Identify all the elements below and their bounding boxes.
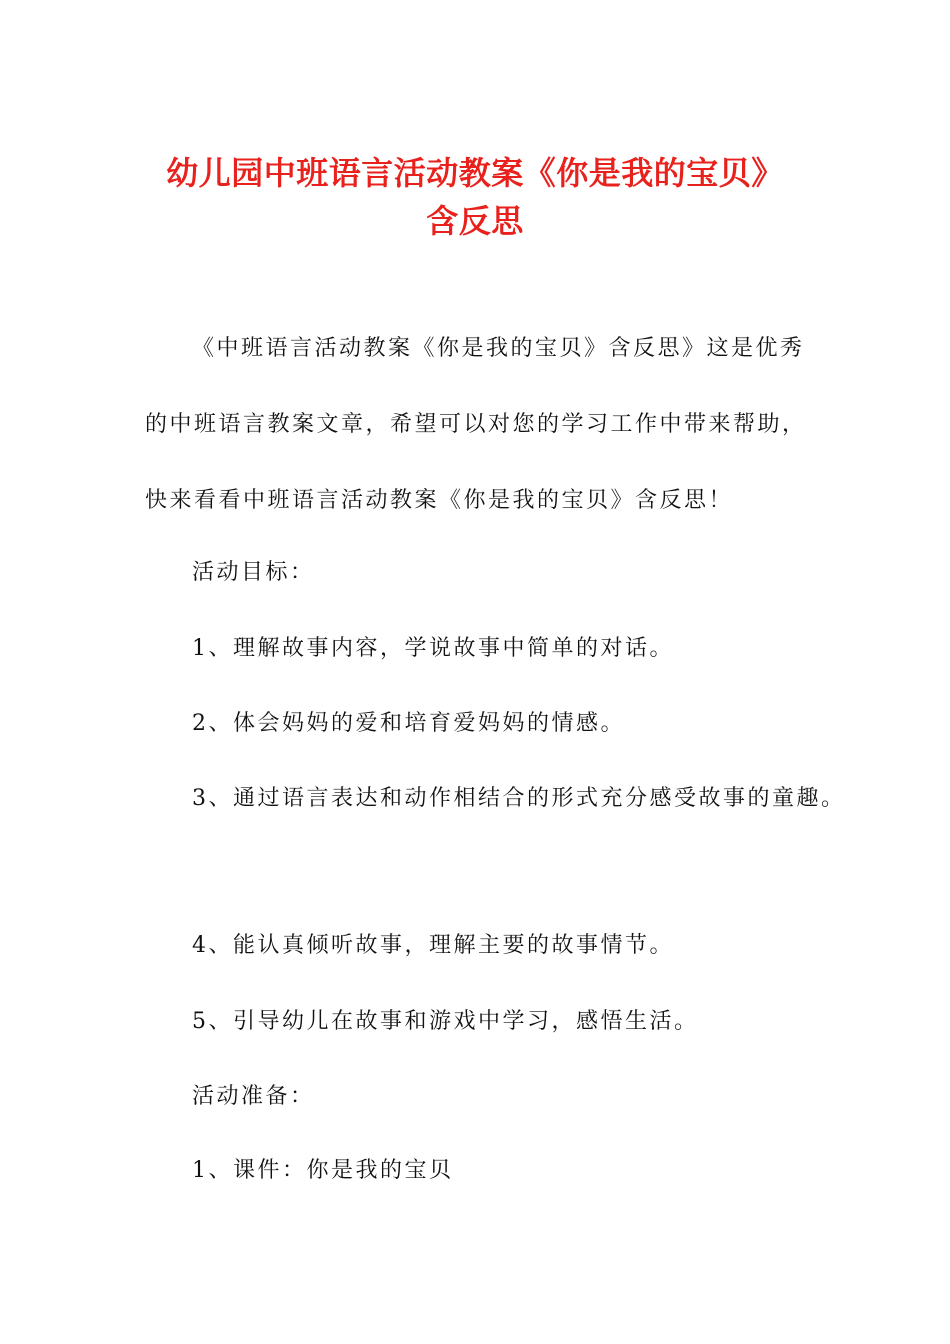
document-title-line-2: 含反思 xyxy=(426,202,524,240)
goal-item-3: 3、通过语言表达和动作相结合的形式充分感受故事的童趣。 xyxy=(192,786,846,811)
document-title-line-1: 幼儿园中班语言活动教案《你是我的宝贝》 xyxy=(166,154,784,192)
intro-line-2: 的中班语言教案文章，希望可以对您的学习工作中带来帮助， xyxy=(145,412,807,437)
goals-heading: 活动目标： xyxy=(192,560,315,585)
goal-item-2: 2、体会妈妈的爱和培育爱妈妈的情感。 xyxy=(192,711,625,736)
prep-item-1: 1、课件：你是我的宝贝 xyxy=(192,1158,454,1183)
intro-line-3: 快来看看中班语言活动教案《你是我的宝贝》含反思！ xyxy=(145,488,734,513)
intro-line-1: 《中班语言活动教案《你是我的宝贝》含反思》这是优秀 xyxy=(192,336,805,361)
prep-heading: 活动准备： xyxy=(192,1084,315,1109)
goal-item-5: 5、引导幼儿在故事和游戏中学习，感悟生活。 xyxy=(192,1009,699,1034)
goal-item-1: 1、理解故事内容，学说故事中简单的对话。 xyxy=(192,636,674,661)
goal-item-4: 4、能认真倾听故事，理解主要的故事情节。 xyxy=(192,933,674,958)
